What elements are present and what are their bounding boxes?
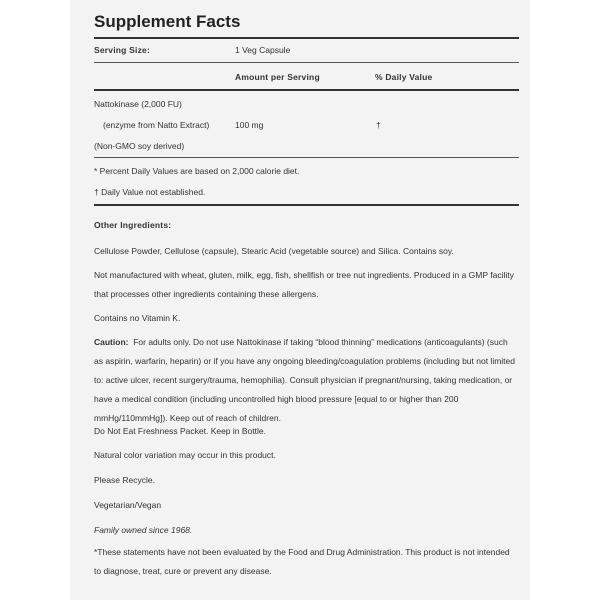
dagger-footnote: † Daily Value not established.	[94, 187, 206, 197]
fda-disclaimer: *These statements have not been evaluated by the Food and Drug Administration. This product is not intended to diagnose, treat, cure or prevent any disease.	[94, 547, 510, 576]
allergen-statement: Not manufactured with wheat, gluten, milk, egg, fish, shellfish or tree nut ingredients. Produced in a GMP facility that processes other ingredients containing these allergens.	[94, 270, 514, 299]
serving-size-label: Serving Size:	[94, 45, 150, 55]
percent-footnote: * Percent Daily Values are based on 2,000 calorie diet.	[94, 166, 300, 176]
other-ingredients-list: Cellulose Powder, Cellulose (capsule), Stearic Acid (vegetable source) and Silica. Contains soy.	[94, 246, 454, 256]
freshness-statement: Do Not Eat Freshness Packet. Keep in Bottle.	[94, 426, 266, 436]
caution-label: Caution:	[94, 337, 129, 347]
caution-statement	[94, 333, 519, 428]
supplement-facts-panel	[70, 0, 530, 600]
ingredient-note: (Non-GMO soy derived)	[94, 141, 185, 151]
ingredient-divider	[94, 157, 519, 158]
ingredient-amount: 100 mg	[235, 120, 264, 130]
family-statement: Family owned since 1968.	[94, 525, 193, 535]
other-ingredients-label: Other Ingredients:	[94, 220, 172, 230]
amount-column-header: Amount per Serving	[235, 72, 320, 82]
ingredient-daily-value: †	[376, 120, 381, 130]
vegan-statement: Vegetarian/Vegan	[94, 500, 162, 510]
recycle-statement: Please Recycle.	[94, 475, 155, 485]
ingredient-name: Nattokinase (2,000 FU)	[94, 99, 182, 109]
ingredient-source: (enzyme from Natto Extract)	[103, 120, 210, 130]
daily-value-column-header: % Daily Value	[375, 72, 433, 82]
caution-text: For adults only. Do not use Nattokinase if taking “blood thinning” medications (anticoagulants) (such as aspirin, warfarin, heparin) or if you have any ongoing bleeding/coagulation problems (including but not limited to: active ulcer, recent surgery/trauma, hemophilia). Consult physician if pregnant/nursing, taking medication, or have a medical condition (including uncontrolled high blood pressure [equal to or higher than 200 mmHg/110mmHg]). Keep out of reach of children.	[94, 337, 515, 423]
vitamin-k-statement: Contains no Vitamin K.	[94, 313, 181, 323]
serving-divider	[94, 62, 519, 63]
panel-title: Supplement Facts	[94, 12, 241, 31]
title-divider	[94, 37, 519, 39]
facts-bottom-divider	[94, 204, 519, 206]
color-variation-statement: Natural color variation may occur in this product.	[94, 450, 276, 460]
serving-size-value: 1 Veg Capsule	[235, 45, 291, 55]
header-divider	[94, 89, 519, 91]
